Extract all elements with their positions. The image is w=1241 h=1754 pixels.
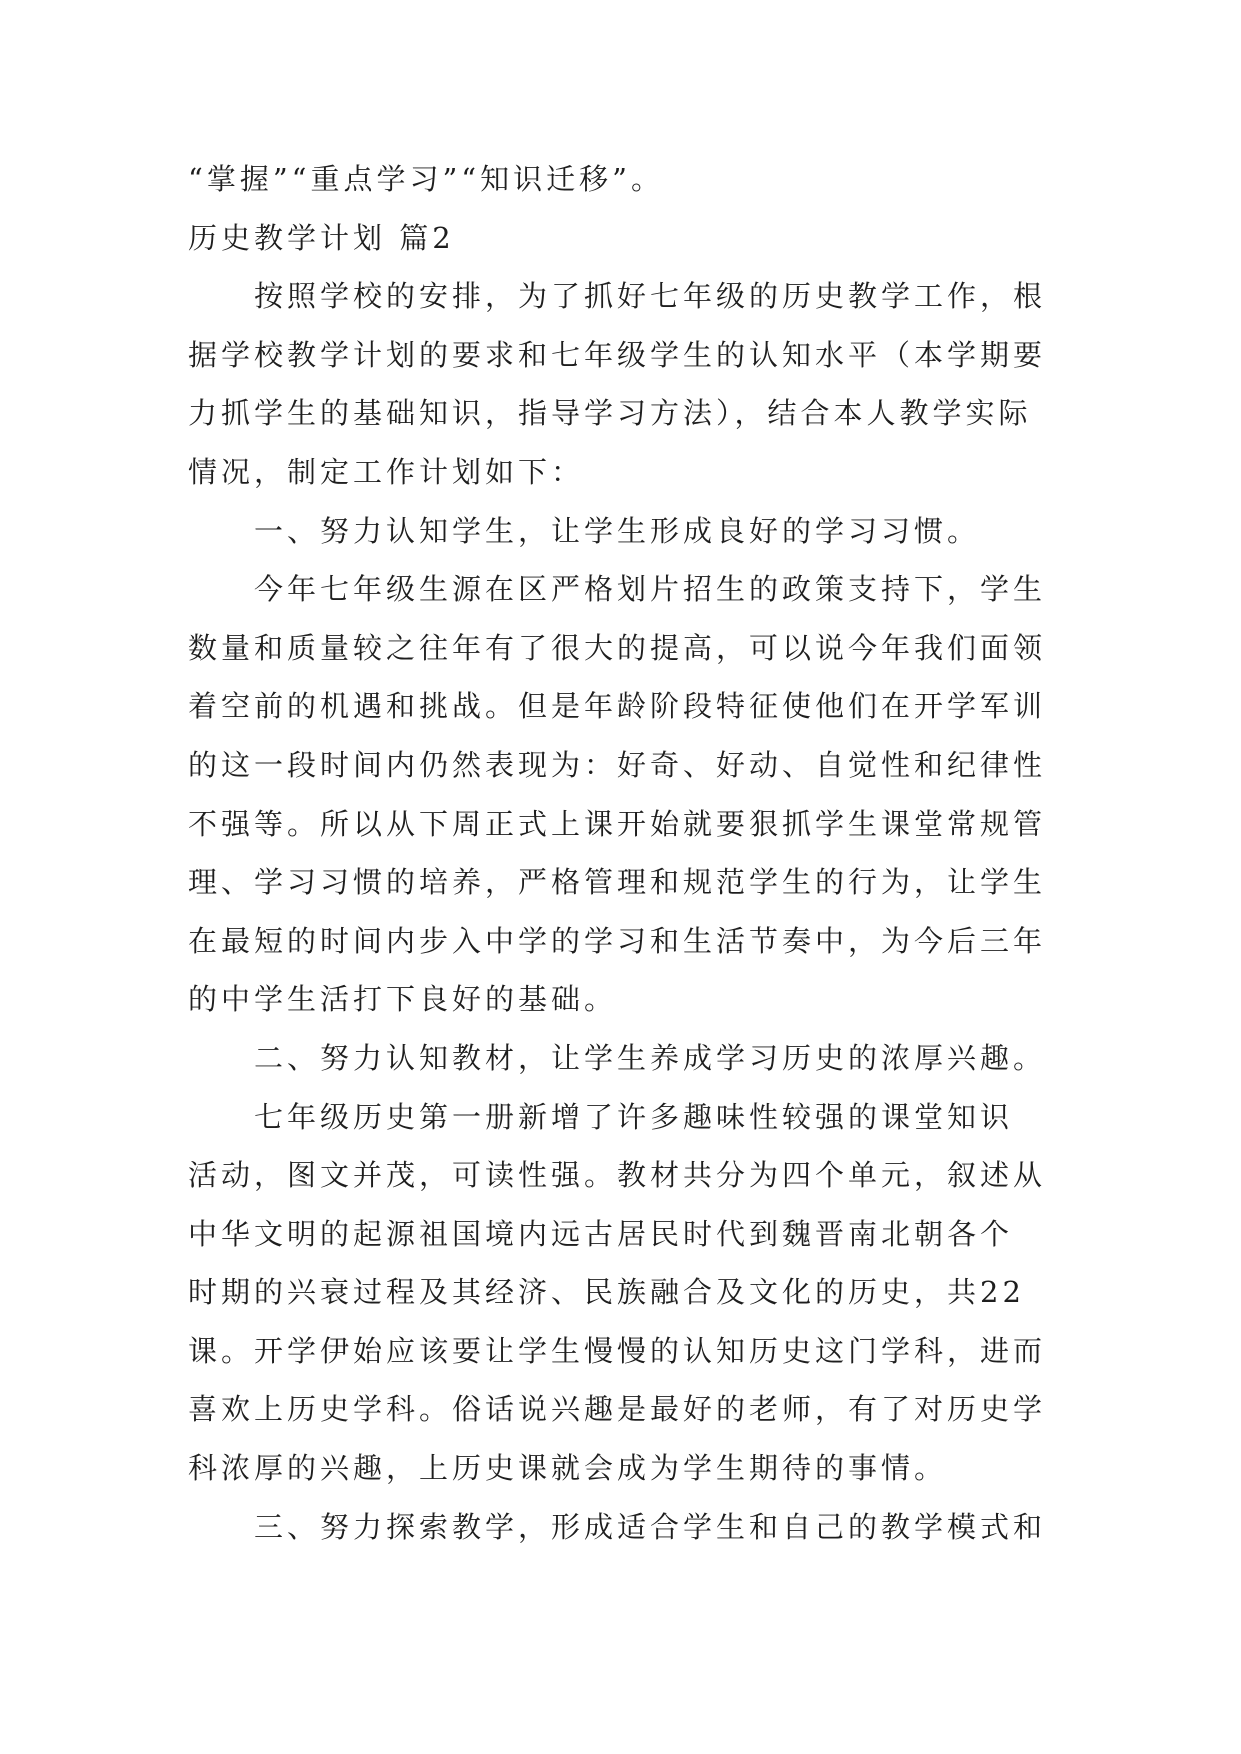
paragraph-line: 时期的兴衰过程及其经济、民族融合及文化的历史，共22 <box>188 1275 1025 1310</box>
paragraph-intro <box>188 267 1053 501</box>
paragraph-line: 中华文明的起源祖国境内远古居民时代到魏晋南北朝各个 <box>188 1216 1014 1251</box>
paragraph-line: 在最短的时间内步入中学的学习和生活节奏中，为今后三年 <box>188 923 1047 958</box>
subheading-line: 三、努力探索教学，形成适合学生和自己的教学模式和 <box>254 1509 1047 1544</box>
paragraph-line: 着空前的机遇和挑战。但是年龄阶段特征使他们在开学军训 <box>188 689 1047 724</box>
continued-text-line: “掌握”“重点学习”“知识迁移”。 <box>188 162 664 196</box>
paragraph-line: 七年级历史第一册新增了许多趣味性较强的课堂知识 <box>254 1099 1014 1134</box>
paragraph-students <box>188 560 1053 1029</box>
paragraph-line: 喜欢上历史学科。俗话说兴趣是最好的老师，有了对历史学 <box>188 1392 1047 1427</box>
paragraph-line: 不强等。所以从下周正式上课开始就要狠抓学生课堂常规管 <box>188 806 1047 841</box>
paragraph-line: 按照学校的安排，为了抓好七年级的历史教学工作，根 <box>254 279 1047 314</box>
paragraph-line: 力抓学生的基础知识，指导学习方法），结合本人教学实际 <box>188 396 1032 431</box>
paragraph-line: 的中学生活打下良好的基础。 <box>188 982 618 1017</box>
paragraph-line: 理、学习习惯的培养，严格管理和规范学生的行为，让学生 <box>188 865 1047 900</box>
paragraph-line: 情况，制定工作计划如下： <box>188 454 585 489</box>
paragraph-line: 课。开学伊始应该要让学生慢慢的认知历史这门学科，进而 <box>188 1333 1047 1368</box>
subheading-three <box>188 1498 1053 1557</box>
paragraph-line: 数量和质量较之往年有了很大的提高，可以说今年我们面领 <box>188 630 1047 665</box>
paragraph-line: 科浓厚的兴趣，上历史课就会成为学生期待的事情。 <box>188 1451 948 1486</box>
paragraph-line: 活动，图文并茂，可读性强。教材共分为四个单元，叙述从 <box>188 1158 1047 1193</box>
subheading-two <box>188 1029 1053 1088</box>
section-heading: 历史教学计划 篇2 <box>188 220 455 255</box>
paragraph-line: 据学校教学计划的要求和七年级学生的认知水平（本学期要 <box>188 337 1047 372</box>
paragraph-textbook <box>188 1088 1053 1498</box>
paragraph-line: 今年七年级生源在区严格划片招生的政策支持下，学生 <box>254 572 1047 607</box>
subheading-line: 二、努力认知教材，让学生养成学习历史的浓厚兴趣。 <box>254 1040 1047 1075</box>
subheading-one <box>188 502 1053 561</box>
subheading-line: 一、努力认知学生，让学生形成良好的学习习惯。 <box>254 513 981 548</box>
paragraph-line: 的这一段时间内仍然表现为：好奇、好动、自觉性和纪律性 <box>188 747 1047 782</box>
